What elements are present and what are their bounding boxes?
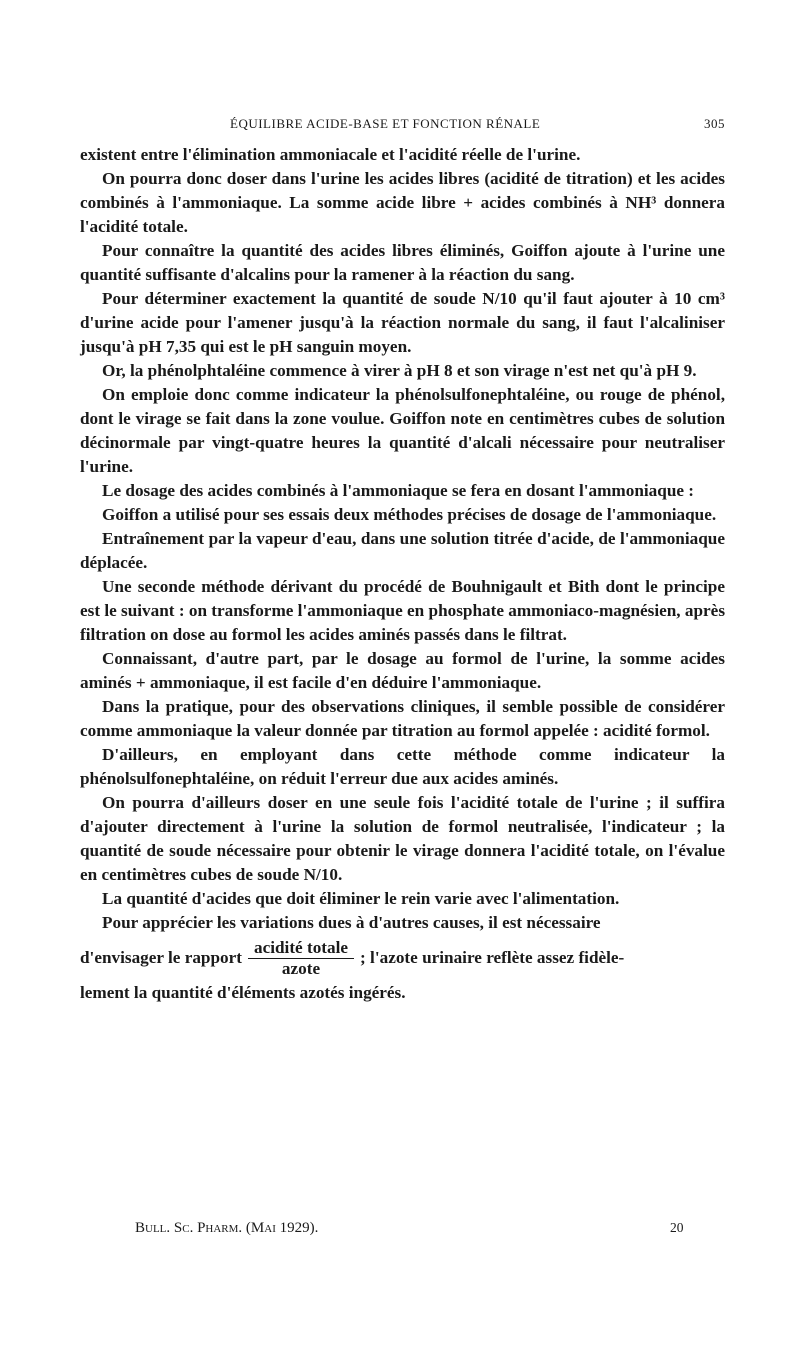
paragraph: existent entre l'élimination ammoniacale et l'acidité réelle de l'urine. xyxy=(80,145,581,164)
paragraph: lement la quantité d'éléments azotés ingérés. xyxy=(80,983,406,1002)
paragraph: Pour déterminer exactement la quantité de soude N/10 qu'il faut ajouter à 10 cm³ d'urine acide pour l'amener jusqu'à la réaction normale du sang, il faut l'alcaliniser jusqu'à pH 7,35 qui est le pH sanguin moyen. xyxy=(80,289,725,356)
paragraph: Entraînement par la vapeur d'eau, dans une solution titrée d'acide, de l'ammoniaque déplacée. xyxy=(80,529,725,572)
source-citation: Bull. Sc. Pharm. (Mai 1929). xyxy=(135,1220,319,1236)
fraction-line xyxy=(80,935,725,981)
paragraph: La quantité d'acides que doit éliminer le rein varie avec l'alimentation. xyxy=(102,889,620,908)
paragraph: Goiffon a utilisé pour ses essais deux méthodes précises de dosage de l'ammoniaque. xyxy=(102,505,717,524)
paragraph: Pour connaître la quantité des acides libres éliminés, Goiffon ajoute à l'urine une quantité suffisante d'alcalins pour la ramener à la réaction du sang. xyxy=(80,241,725,284)
paragraph: Une seconde méthode dérivant du procédé de Bouhnigault et Bith dont le principe est le suivant : on transforme l'ammoniaque en phosphate ammoniaco-magnésien, après filtration on dose au formol les acides aminés passés dans le filtrat. xyxy=(80,577,726,644)
paragraph: Pour apprécier les variations dues à d'autres causes, il est nécessaire xyxy=(102,913,601,932)
paragraph: On pourra d'ailleurs doser en une seule fois l'acidité totale de l'urine ; il suffira d'ajouter directement à l'urine la solution de formol neutralisée, l'indicateur ; la quantité de soude nécessaire pour obtenir le virage donnera l'acidité totale, on l'évalue en centimètres cubes de soude N/10. xyxy=(80,793,725,884)
running-title: ÉQUILIBRE ACIDE-BASE ET FONCTION RÉNALE xyxy=(230,116,541,131)
fraction-denominator: azote xyxy=(281,958,321,978)
paragraph: Or, la phénolphtaléine commence à virer à pH 8 et son virage n'est net qu'à pH 9. xyxy=(102,361,697,380)
paragraph: Dans la pratique, pour des observations cliniques, il semble possible de considérer comme ammoniaque la valeur donnée par titration au formol appelée : acidité formol. xyxy=(80,697,725,740)
ratio-fraction xyxy=(248,938,354,979)
fraction-after: ; l'azote urinaire reflète assez fidèle- xyxy=(360,948,625,967)
paragraph: D'ailleurs, en employant dans cette méthode comme indicateur la phénolsulfonephtaléine, on réduit l'erreur due aux acides aminés. xyxy=(80,745,725,788)
body-text xyxy=(80,143,725,1005)
fraction-numerator: acidité totale xyxy=(248,938,354,959)
fraction-before: d'envisager le rapport xyxy=(80,948,242,967)
paragraph: On pourra donc doser dans l'urine les acides libres (acidité de titration) et les acides combinés à l'ammoniaque. La somme acide libre + acides combinés à NH³ donnera l'acidité totale. xyxy=(80,169,725,236)
paragraph: On emploie donc comme indicateur la phénolsulfonephtaléine, ou rouge de phénol, dont le virage se fait dans la zone voulue. Goiffon note en centimètres cubes de solution décinormale par vingt-quatre heures la quantité d'alcali nécessaire pour neutraliser l'urine. xyxy=(80,385,725,476)
paragraph: Le dosage des acides combinés à l'ammoniaque se fera en dosant l'ammoniaque : xyxy=(102,481,695,500)
signature-mark: 20 xyxy=(670,1220,684,1235)
paragraph: Connaissant, d'autre part, par le dosage au formol de l'urine, la somme acides aminés + ammoniaque, il est facile d'en déduire l'ammoniaque. xyxy=(80,649,725,692)
page-number: 305 xyxy=(704,116,725,131)
